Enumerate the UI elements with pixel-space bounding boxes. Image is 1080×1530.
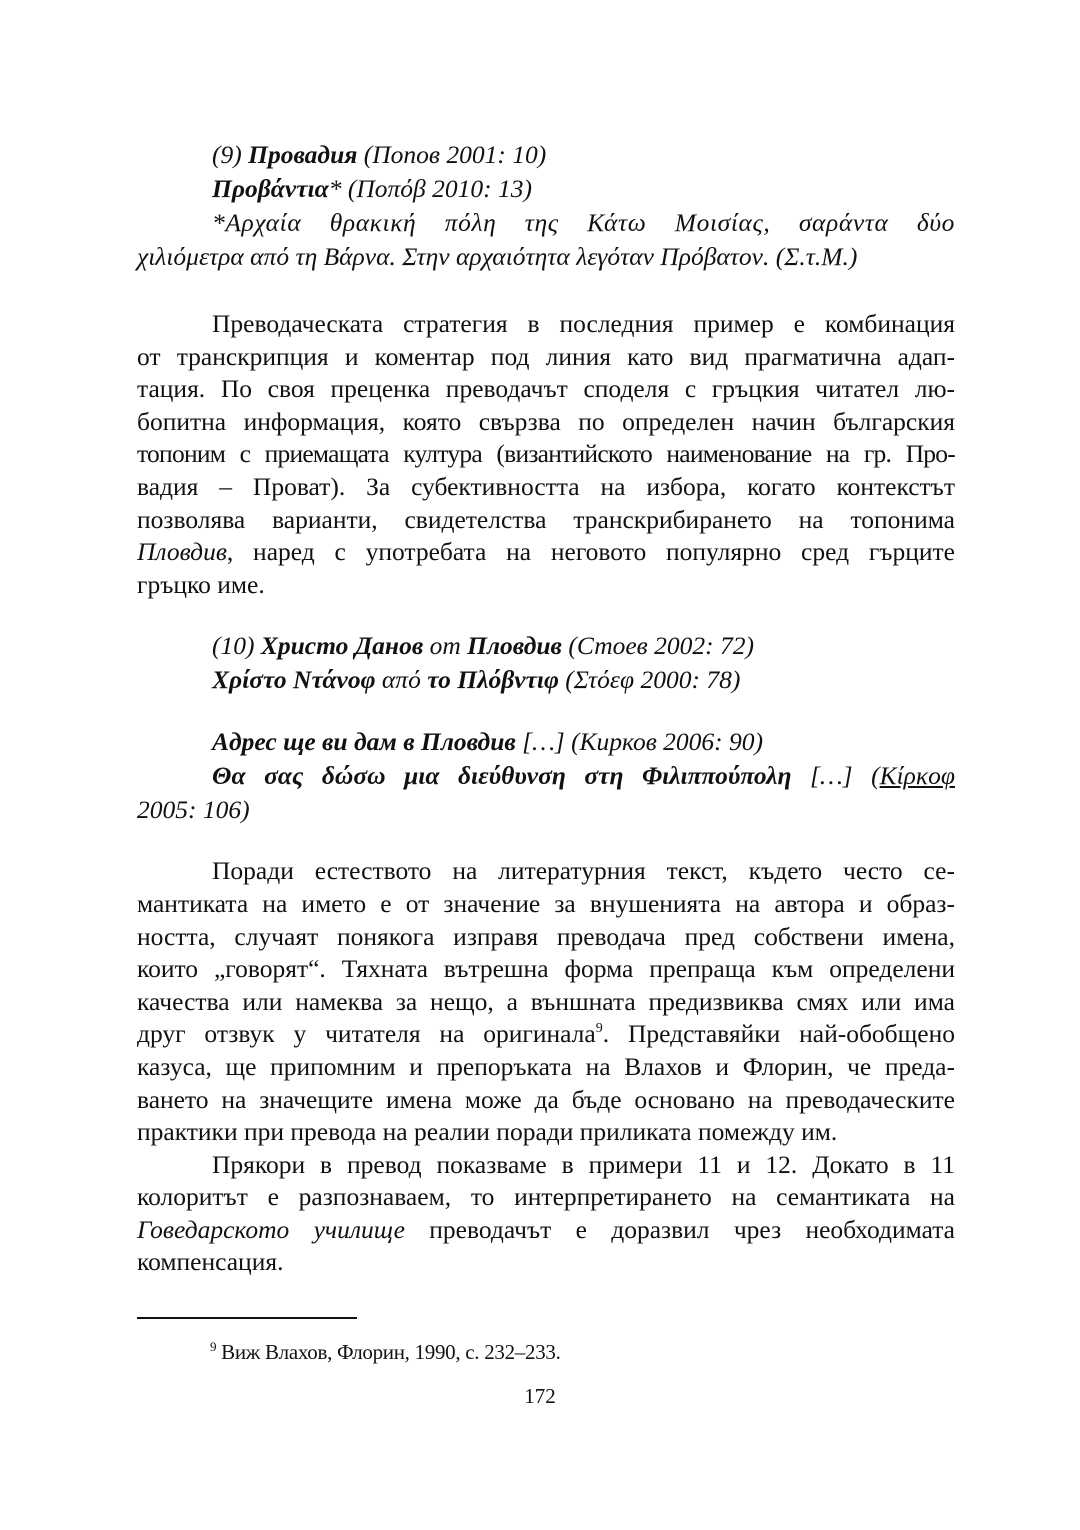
example-9-bulgarian: (9) Провадия (Попов 2001: 10) <box>212 140 547 169</box>
footnote-ref-9[interactable]: 9 <box>595 1021 603 1037</box>
page-body <box>137 138 955 1279</box>
example-11-bulgarian: Адрес ще ви дам в Пловдив […] (Кирков 2006: 90) <box>212 727 764 757</box>
example-9-greek: Προβάντια* (Ποπόβ 2010: 13) <box>212 174 532 203</box>
paragraph-2: Поради естеството на литературния текст, където често се- мантиката на името е от значение за внушенията на автора и образ- ността, случаят понякога изправя преводача пред собствени имена, които „говорят“. Тяхната вътрешна форма препраща към определени качества или намеква за нещо, а външната предизвиква смях или има друг отзвук у читателя на оригинала$^9$. Представяйки най-обобщено казуса, ще припомним и препоръката на Влахов и Флорин, че преда- ването на значещите имена може да бъде основано на преводаческите практики при превода на реалии поради приликата помежду им. <box>137 856 956 1147</box>
example-9 <box>137 138 955 274</box>
example-10-greek: Χρίστο Ντάνοφ από το Πλόβντιφ (Στόεφ 2000: 78) <box>212 665 741 695</box>
example-11-greek: Θα σας δώσω μια διεύθυνση στη Φιλιππούπολη […] (Κίρκοφ <box>212 761 956 791</box>
example-9-note-line-1: *Αρχαία θρακική πόλη της Κάτω Μοισίας, σαράντα δύο <box>212 208 955 237</box>
paragraph-3: Прякори в превод показваме в примери 11 и 12. Докато в 11 колоритът е разпознаваем, то интерпретирането на семантиката на Говедарското училище преводачът е доразвил чрез необходимата компенсация. <box>137 1149 955 1277</box>
example-11-greek-cont: 2005: 106) <box>137 795 250 825</box>
example-10 <box>137 629 955 697</box>
footnote-9: $^9$ Виж Влахов, Флорин, 1990, с. 232–233. <box>210 1339 561 1364</box>
example-10-bulgarian: (10) Христо Данов от Пловдив (Стоев 2002: 72) <box>212 631 754 661</box>
footnote-divider <box>137 1317 357 1319</box>
example-9-note-line-2: χιλιόμετρα από τη Βάρνα. Στην αρχαιότητα λεγόταν Πρόβατον. (Σ.τ.Μ.) <box>137 242 858 271</box>
paragraph-1: Преводаческата стратегия в последния пример е комбинация от транскрипция и коментар под линия като вид прагматична адап- тация. По своя преценка преводачът споделя с гръцкия читател лю- бопитна информация, която свързва по определен начин българския топоним с приемащата култура (византийското наименование на гр. Про- вадия – Проват). За субективността на избора, когато контекстът позволява варианти, свидетелства транскрибирането на топонима Пловдив, наред с употребата на неговото популярно сред гърците гръцко име. <box>137 309 955 599</box>
page-number: 172 <box>524 1384 556 1408</box>
example-11 <box>137 725 955 827</box>
